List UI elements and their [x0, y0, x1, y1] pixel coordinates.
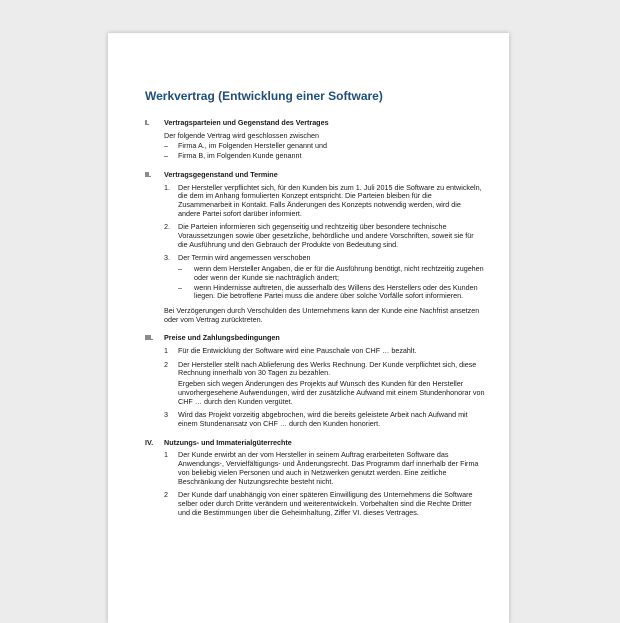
list-item — [164, 152, 485, 161]
list-item — [178, 284, 485, 301]
section-title: Nutzungs- und Immaterialgüterrechte — [164, 437, 292, 447]
numbered-item — [164, 223, 485, 249]
paragraph: Bei Verzögerungen durch Verschulden des Unternehmens kann der Kunde eine Nachfrist ansetzen oder vom Vertrag zurücktreten. — [164, 305, 480, 324]
item-text: Für die Entwicklung der Software wird eine Pauschale von CHF … bezahlt. — [178, 346, 417, 356]
item-text: Der Kunde erwirbt an der vom Hersteller in seinem Auftrag erarbeiteten Software das Anwendungs-, Vervielfältigungs- und Änderungsrecht. Das Programm darf innerhalb der Firma von beliebig vielen Personen und auch in Netzwerken genutzt werden. Eine zeitliche Beschränkung der Nutzungsrechte besteht nicht. — [178, 450, 479, 486]
item-number: 1 — [164, 346, 168, 356]
item-number: 3. — [164, 253, 170, 263]
item-number: 2. — [164, 222, 170, 232]
section-number: II. — [145, 169, 151, 179]
section-number: III. — [145, 333, 153, 343]
numbered-item — [164, 361, 485, 407]
item-number: 3 — [164, 410, 168, 420]
numbered-item — [164, 451, 485, 486]
item-text: Der Kunde darf unabhängig von einer späteren Einwilligung des Unternehmens die Software selber oder durch Dritte verändern und weiterentwickeln. Vorbehalten sind die Rechte Dritter und die Bestimmungen über die Geheimhaltung, Ziffer VI. dieses Vertrages. — [178, 490, 473, 517]
list-item-text: wenn dem Hersteller Angaben, die er für die Ausführung benötigt, nicht rechtzeitig zugehen oder wenn der Kunde sie nachträglich ändert; — [194, 264, 484, 282]
list-item-text: Firma A., im Folgenden Hersteller genannt und — [178, 141, 328, 151]
item-number: 1. — [164, 182, 170, 192]
item-text: Die Parteien informieren sich gegenseitig und rechtzeitig über besondere technische Voraussetzungen sowie über gesetzliche, behördliche und andere Vorschriften, soweit sie für die Ausführung und den Gebrauch der Produkte von Bedeutung sind. — [178, 222, 474, 249]
numbered-item — [164, 254, 485, 302]
item-text: Der Hersteller stellt nach Ablieferung des Werks Rechnung. Der Kunde verpflichtet sich, diese Rechnung innerhalb von 30 Tagen zu bezahlen. — [178, 359, 477, 378]
bullet-dash: – — [164, 151, 168, 161]
list-item — [178, 265, 485, 282]
item-text: Der Termin wird angemessen verschoben — [178, 253, 311, 263]
section-1 — [145, 119, 485, 161]
section-number: I. — [145, 118, 149, 127]
item-number: 2 — [164, 359, 168, 369]
bullet-dash: – — [164, 141, 168, 151]
document-page — [108, 33, 509, 623]
numbered-item — [164, 411, 485, 428]
list-item-text: Firma B, im Folgenden Kunde genannt — [178, 151, 302, 161]
list-item — [164, 142, 485, 151]
list-item-text: wenn Hindernisse auftreten, die ausserhalb des Willens des Herstellers oder des Kunden liegen. Die betroffene Partei muss die andere über solche Vorfälle sofort informieren. — [194, 282, 478, 301]
item-number: 1 — [164, 450, 168, 460]
bullet-dash: – — [178, 264, 182, 274]
item-text: Der Hersteller verpflichtet sich, für den Kunden bis zum 1. Juli 2015 die Software zu entwickeln, die dem im Anhang formulierten Konzept entspricht. Die Parteien bleiben für die Zusammenarbeit in Kontakt. Falls Änderungen des Konzepts notwendig werden, wird die andere Partei sofort darüber informiert. — [178, 182, 482, 218]
bullet-dash: – — [178, 282, 182, 292]
section-heading — [145, 334, 485, 343]
item-number: 2 — [164, 490, 168, 500]
section-4 — [145, 439, 485, 518]
numbered-item — [164, 491, 485, 517]
paragraph: Der folgende Vertrag wird geschlossen zwischen — [164, 130, 320, 140]
document-title: Werkvertrag (Entwicklung einer Software) — [145, 89, 383, 103]
sub-list — [178, 265, 485, 301]
numbered-item — [164, 184, 485, 219]
item-text: Ergeben sich wegen Änderungen des Projekts auf Wunsch des Kunden für den Hersteller unvorhergesehene Aufwendungen, wird der zusätzliche Aufwand mit einem Stundenhonorar von CHF … durch den Kunden vergütet. — [178, 379, 485, 406]
numbered-item — [164, 347, 485, 356]
section-title: Vertragsgegenstand und Termine — [164, 169, 278, 179]
section-heading — [145, 439, 485, 448]
section-heading — [145, 171, 485, 180]
section-3 — [145, 334, 485, 428]
item-text: Wird das Projekt vorzeitig abgebrochen, wird die bereits geleistete Arbeit nach Aufwand mit einem Stundenansatz von CHF … durch den Kunden honoriert. — [178, 410, 468, 428]
section-2 — [145, 171, 485, 325]
section-heading — [145, 119, 485, 128]
section-title: Preise und Zahlungsbedingungen — [164, 333, 280, 343]
section-title: Vertragsparteien und Gegenstand des Vertrages — [164, 118, 329, 127]
section-number: IV. — [145, 437, 154, 447]
